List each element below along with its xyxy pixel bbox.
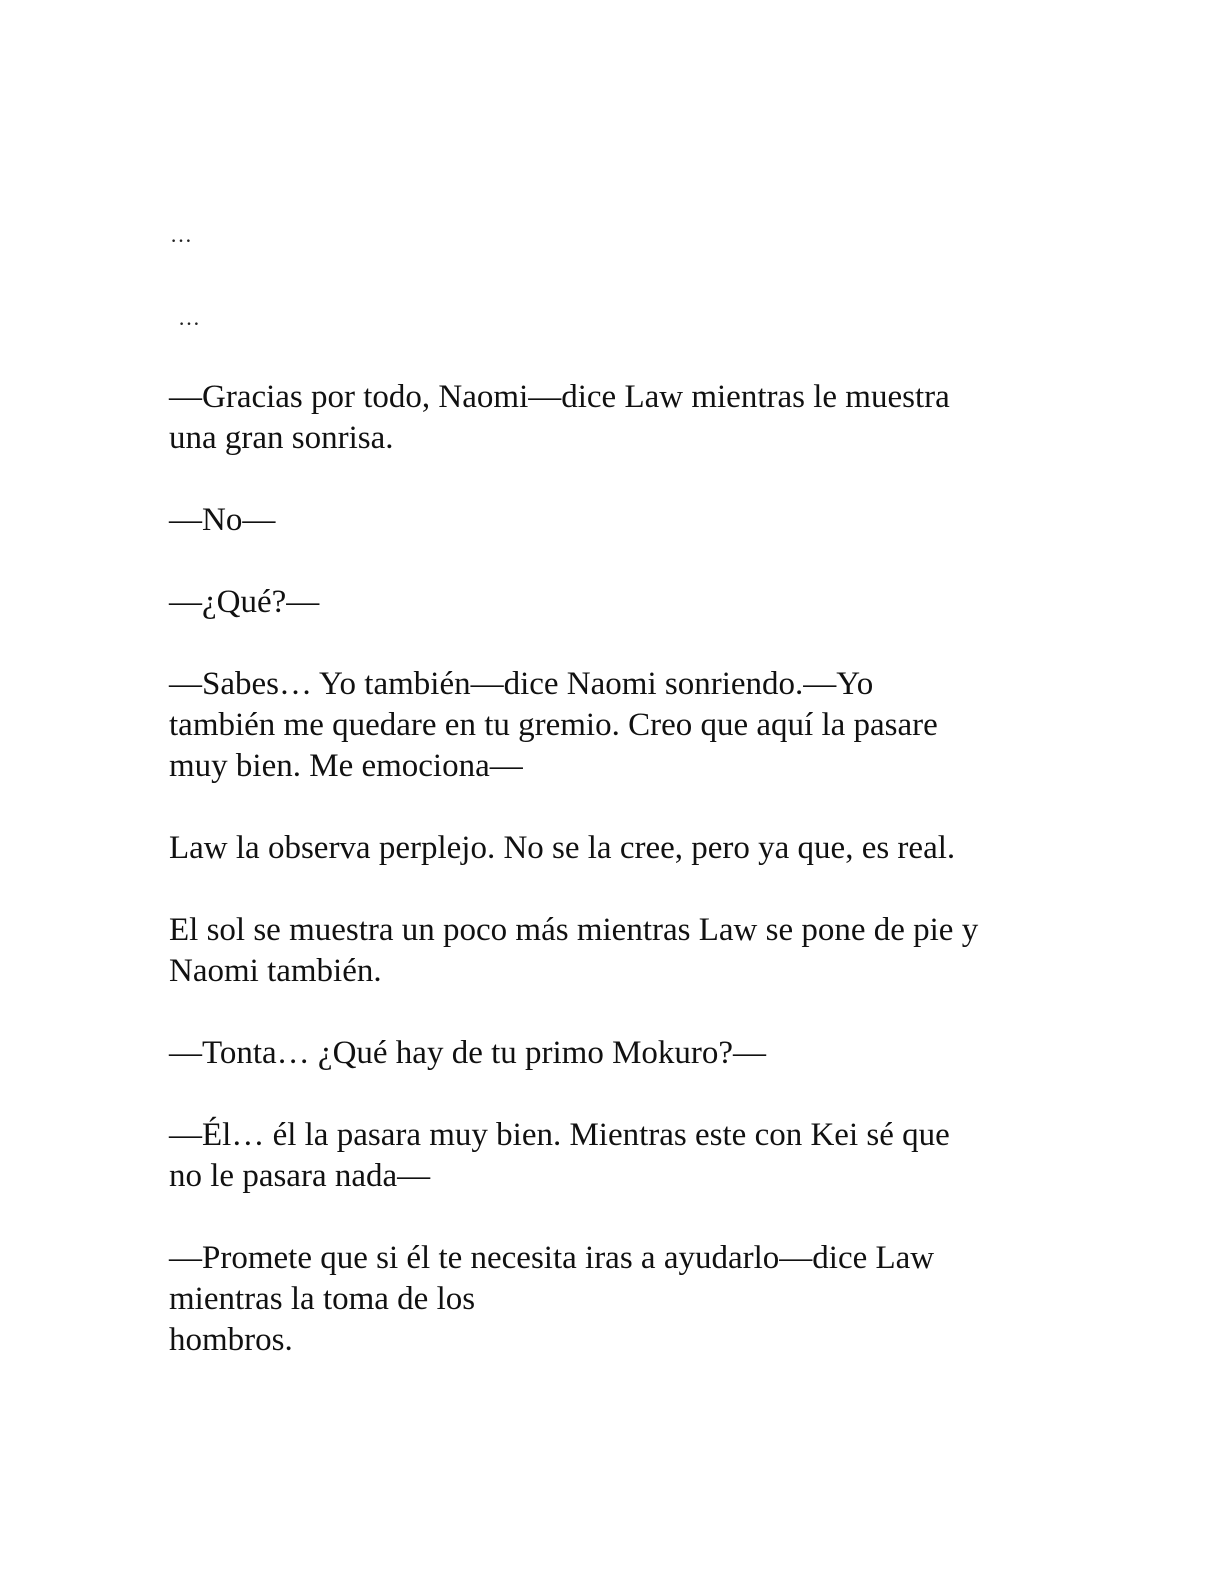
- paragraph-5: Law la observa perplejo. No se la cree, pero ya que, es real.: [169, 830, 956, 866]
- paragraph-4: —Sabes… Yo también—dice Naomi sonriendo.—Yo también me quedare en tu gremio. Creo que aquí la pasare muy bien. Me emociona—: [169, 666, 938, 784]
- paragraph-3: —¿Qué?—: [169, 584, 320, 620]
- paragraph-9: —Promete que si él te necesita iras a ayudarlo—dice Law mientras la toma de los hombros.: [169, 1240, 935, 1358]
- ellipsis-line-1: …: [170, 222, 194, 247]
- paragraph-2: —No—: [169, 502, 276, 538]
- paragraph-7: —Tonta… ¿Qué hay de tu primo Mokuro?—: [169, 1035, 767, 1071]
- paragraph-1: —Gracias por todo, Naomi—dice Law mientras le muestra una gran sonrisa.: [169, 379, 950, 456]
- ellipsis-line-2: …: [178, 305, 202, 330]
- paragraph-8: —Él… él la pasara muy bien. Mientras este con Kei sé que no le pasara nada—: [169, 1117, 950, 1194]
- paragraph-6: El sol se muestra un poco más mientras Law se pone de pie y Naomi también.: [169, 912, 979, 989]
